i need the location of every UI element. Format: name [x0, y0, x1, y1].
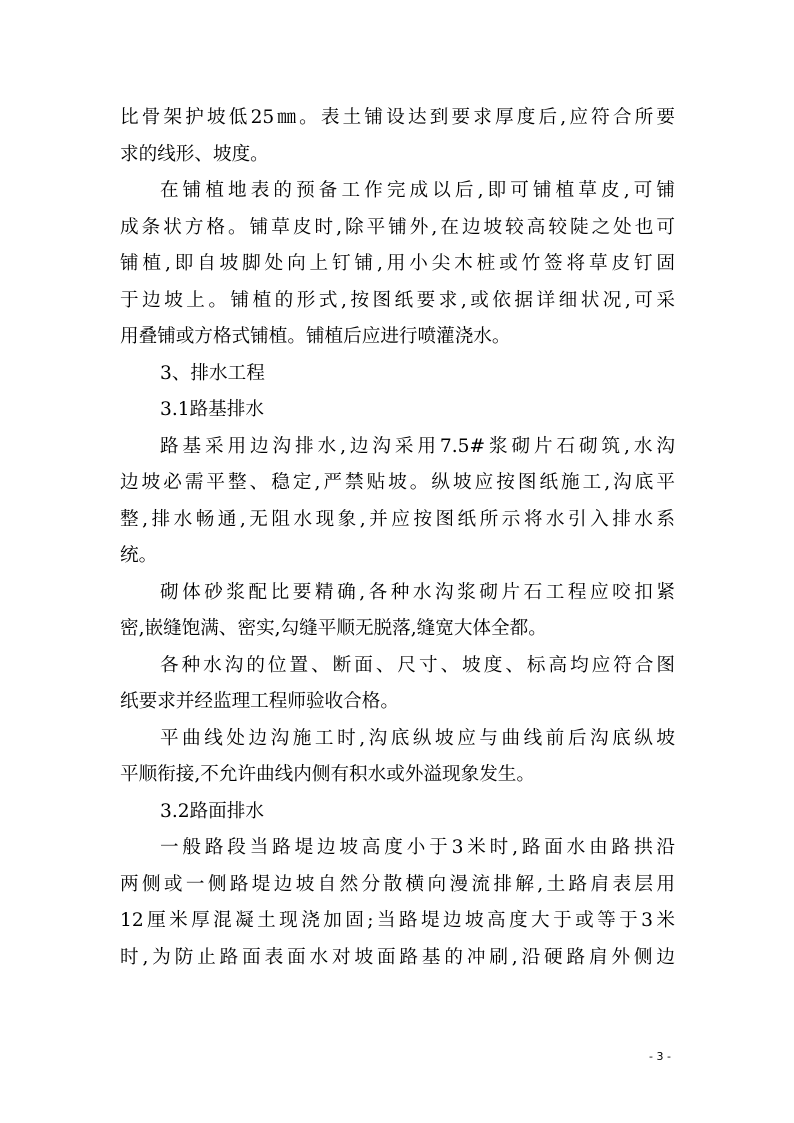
page-number: - 3 -: [649, 1050, 671, 1063]
text-line: 铺植,即自坡脚处向上钉铺,用小尖木桩或竹签将草皮钉固: [120, 253, 675, 274]
text-line: 于边坡上。铺植的形式,按图纸要求,或依据详细状况,可采: [120, 289, 675, 311]
text-line: 平顺衔接,不允许曲线内侧有积水或外溢现象发生。: [120, 764, 535, 785]
text-line: 两侧或一侧路堤边坡自然分散横向漫流排解,土路肩表层用: [120, 873, 675, 895]
text-line: 用叠铺或方格式铺植。铺植后应进行喷灌浇水。: [120, 326, 511, 347]
document-body: [120, 100, 675, 976]
subsection-heading: 3.1路基排水: [160, 399, 264, 420]
subsection-heading: 3.2路面排水: [160, 800, 264, 822]
text-line: 整,排水畅通,无阻水现象,并应按图纸所示将水引入排水系: [120, 508, 675, 530]
text-line: 纸要求并经监理工程师验收合格。: [120, 691, 399, 712]
text-line: 边坡必需平整、稳定,严禁贴坡。纵坡应按图纸施工,沟底平: [120, 472, 675, 493]
text-line: 平曲线处边沟施工时,沟底纵坡应与曲线前后沟底纵坡: [160, 727, 675, 749]
text-line: 统。: [120, 545, 158, 566]
text-line: 求的线形、坡度。: [120, 143, 269, 165]
text-line: 在铺植地表的预备工作完成以后,即可铺植草皮,可铺: [160, 180, 675, 201]
text-line: 各种水沟的位置、断面、尺寸、坡度、标高均应符合图: [160, 654, 675, 676]
text-line: 比骨架护坡低25㎜。表土铺设达到要求厚度后,应符合所要: [120, 107, 675, 128]
text-line: 砌体砂浆配比要精确,各种水沟浆砌片石工程应咬扣紧: [160, 581, 675, 603]
section-heading: 3、排水工程: [160, 362, 265, 384]
text-line: 一般路段当路堤边坡高度小于3米时,路面水由路拱沿: [160, 837, 675, 858]
text-line: 时,为防止路面表面水对坡面路基的冲刷,沿硬路肩外侧边: [120, 946, 675, 968]
text-line: 12厘米厚混凝土现浇加固;当路堤边坡高度大于或等于3米: [120, 910, 675, 931]
text-line: 成条状方格。铺草皮时,除平铺外,在边坡较高较陡之处也可: [120, 216, 675, 238]
text-line: 密,嵌缝饱满、密实,勾缝平顺无脱落,缝宽大体全都。: [120, 618, 547, 639]
text-line: 路基采用边沟排水,边沟采用7.5#浆砌片石砌筑,水沟: [160, 435, 675, 457]
